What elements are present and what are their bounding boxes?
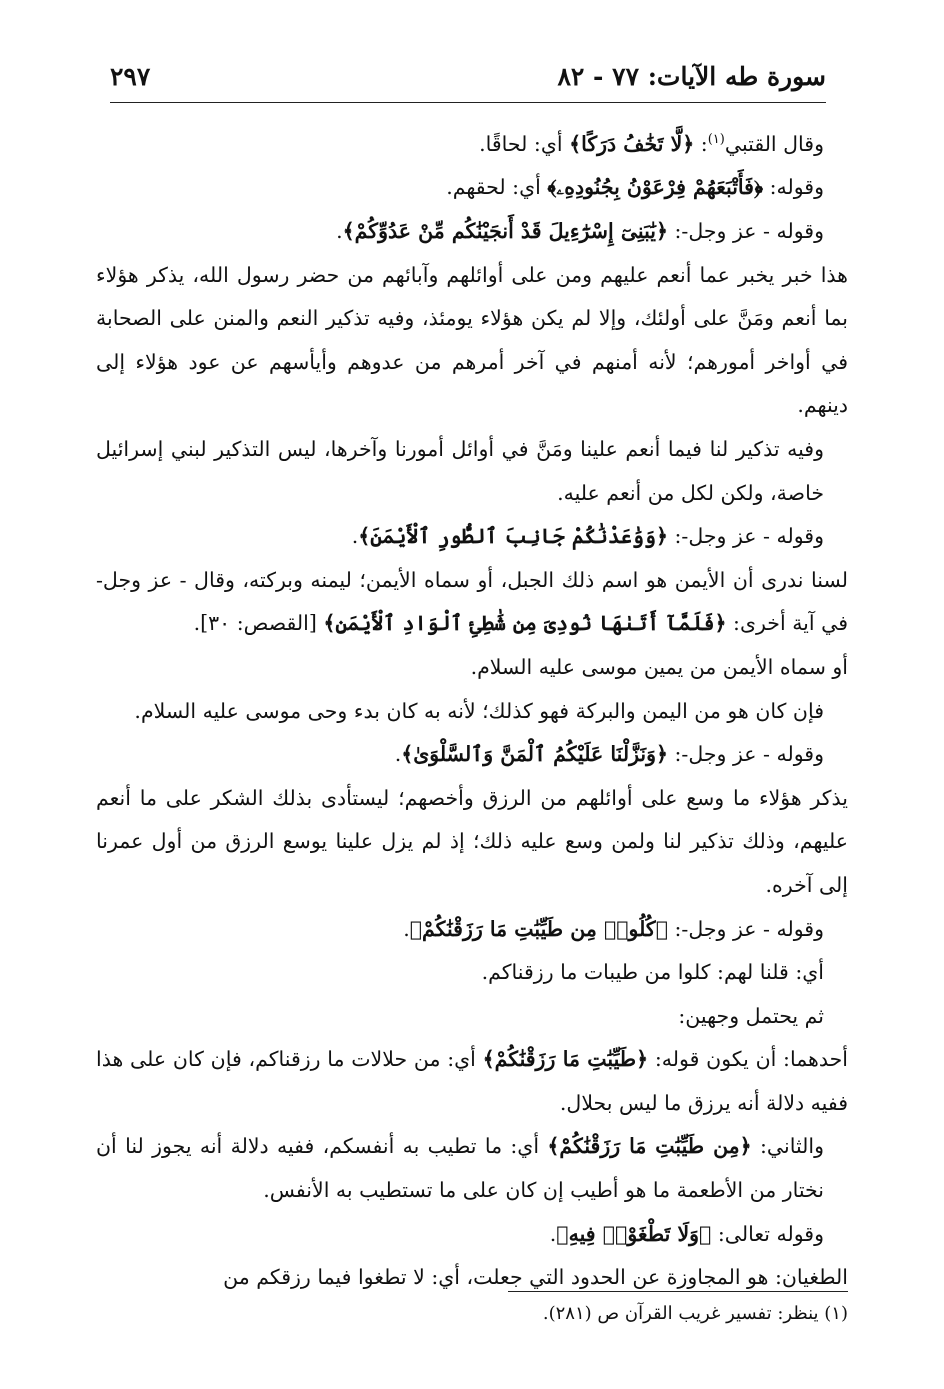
text-run: وقال القتبي <box>724 131 824 156</box>
text-run: وقوله - عز وجل-: <box>668 916 824 941</box>
paragraph-mount <box>96 515 848 559</box>
quran-verse: ﴿طَيِّبَٰتِ مَا رَزَقْنَٰكُمْ﴾ <box>482 1047 649 1072</box>
text-run: لسنا ندرى أن الأيمن هو اسم ذلك الجبل، أو سماه الأيمن؛ ليمنه وبركته، وقال - عز وجل- في آية أخرى: <box>96 567 848 636</box>
quran-verse: ﴿فَأَتْبَعَهُمْ فِرْعَوْنُ بِجُنُودِهِۦ﴾ <box>547 175 764 200</box>
text-run: . <box>549 1221 557 1246</box>
paragraph-two-aspects: ثم يحتمل وجهين: <box>678 1003 824 1028</box>
text-run: . <box>394 742 402 767</box>
page-number: ٢٩٧ <box>110 62 151 91</box>
paragraph-we-said: أي: قلنا لهم: كلوا من طيبات ما رزقناكم. <box>481 960 824 985</box>
paragraph-tughyan: الطغيان: هو المجاوزة عن الحدود التي جعلت، أي: لا تطغوا فيما رزقكم من <box>223 1265 848 1290</box>
paragraph-musa-right: أو سماه الأيمن من يمين موسى عليه السلام. <box>470 654 848 679</box>
footnote-divider <box>508 1291 848 1292</box>
paragraph-pharaoh <box>96 166 848 210</box>
text-run: والثاني: <box>751 1134 824 1159</box>
main-text <box>96 118 848 1300</box>
running-header <box>110 60 826 103</box>
text-run: أي: ما تطيب به أنفسكم، ففيه دلالة أنه يجوز لنا أن نختار من الأطعمة ما هو أطيب إن كان على ما تستطيب به الأنفس. <box>96 1134 824 1203</box>
text-run: وقوله: <box>763 175 824 200</box>
paragraph-second-aspect <box>96 1125 848 1212</box>
paragraph-qutbi <box>96 118 848 166</box>
text-run: أي: من حلالات ما رزقناكم، فإن كان على هذا ففيه دلالة أنه يرزق ما ليس بحلال. <box>96 1047 848 1115</box>
quran-verse: ﴿يَٰبَنِىٓ إِسْرَٰٓءِيلَ قَدْ أَنجَيْنَٰكُم مِّنْ عَدُوِّكُمْ﴾ <box>342 219 668 244</box>
text-run: : <box>694 131 708 156</box>
paragraph-eat <box>96 908 848 952</box>
paragraph-transgress <box>96 1213 848 1257</box>
quran-verse: ﴿وَنَزَّلْنَا عَلَيْكُمُ ٱلْمَنَّ وَٱلسَّلْوَىٰ﴾ <box>401 742 668 767</box>
text-run: [القصص: ٣٠]. <box>193 611 324 636</box>
footnote: (١) ينظر: تفسير غريب القرآن ص (٢٨١). <box>542 1303 848 1324</box>
text-run: . <box>403 916 410 941</box>
text-run: أحدهما: أن يكون قوله: <box>648 1047 848 1072</box>
paragraph-yumn: فإن كان هو من اليمن والبركة فهو كذلك؛ لأنه به كان بدء وحى موسى عليه السلام. <box>134 698 824 723</box>
text-run: وقوله - عز وجل-: <box>668 219 824 244</box>
paragraph-reminder: وفيه تذكير لنا فيما أنعم علينا ومَنَّ في أوائل أمورنا وآخرها، ليس التذكير لبني إسرائيل خاصة، ولكن لكل من أنعم عليه. <box>96 436 824 505</box>
text-run: أي: لحقهم. <box>446 175 548 200</box>
paragraph-bani-israil <box>96 210 848 254</box>
text-run: وقوله - عز وجل-: <box>668 524 824 549</box>
paragraph-commentary: هذا خبر يخبر عما أنعم عليهم ومن على أوائلهم وآبائهم من حضر رسول الله، يذكر هؤلاء بما أنعم ومَنَّ على أولئك، وإلا لم يكن هؤلاء يومئذ، وفيه تذكير النعم والمنن على الصحابة في أواخر أمورهم؛ لأنه أمنهم في آخر أمرهم من عدوهم وأيأسهم عن عود هؤلاء إلى دينهم. <box>96 262 848 418</box>
quran-verse: ﴿وَلَا تَطْغَوْا۟ فِيهِ﴾ <box>556 1221 712 1246</box>
quran-verse: ﴿مِن طَيِّبَٰتِ مَا رَزَقْنَٰكُمْ﴾ <box>547 1134 752 1159</box>
quran-verse: ﴿لَّا تَخَٰفُ دَرَكًا﴾ <box>569 131 695 156</box>
paragraph-first-aspect <box>96 1038 848 1125</box>
running-title: سورة طه الآيات: ٧٧ - ٨٢ <box>557 62 826 91</box>
text-run: . <box>351 524 359 549</box>
text-run: وقوله تعالى: <box>711 1221 824 1246</box>
paragraph-rizq: يذكر هؤلاء ما وسع على أوائلهم من الرزق وأخصهم؛ ليستأدى بذلك الشكر على ما أنعم عليهم، وذلك تذكير لنا ولمن وسع عليه ذلك؛ إذ لم يزل علينا يوسع الرزق من أول عمرنا إلى آخره. <box>96 785 848 897</box>
text-run: . <box>336 219 343 244</box>
text-run: أي: لحاقًا. <box>479 131 570 156</box>
quran-verse: ﴿وَوَٰعَدْنَٰكُمْ جَانِبَ ٱلطُّورِ ٱلْأَيْمَنَ﴾ <box>358 524 668 549</box>
quran-verse: ﴿فَلَمَّآ أَتَىٰهَا نُودِىَ مِن شَٰطِئِ ٱلْوَادِ ٱلْأَيْمَنِ﴾ <box>323 611 727 636</box>
paragraph-aiman <box>96 559 848 646</box>
paragraph-manna <box>96 733 848 777</box>
text-run: وقوله - عز وجل-: <box>668 742 824 767</box>
footnote-reference[interactable]: (١) <box>707 132 725 147</box>
quran-verse: ﴿كُلُوا۟ مِن طَيِّبَٰتِ مَا رَزَقْنَٰكُمْ﴾ <box>409 916 668 941</box>
